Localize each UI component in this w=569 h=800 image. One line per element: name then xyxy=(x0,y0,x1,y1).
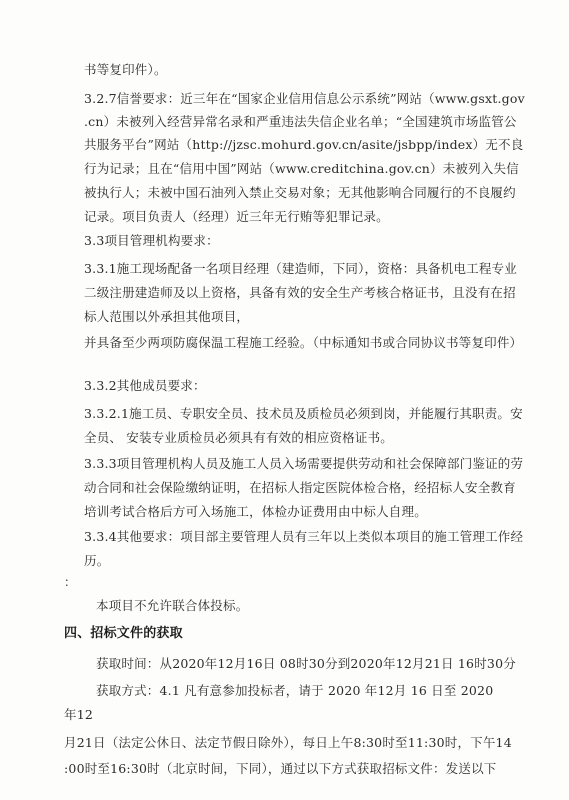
text-line: 3.3.3项目管理机构人员及施工人员入场需要提供劳动和社会保障部门鉴证的劳 xyxy=(84,456,524,471)
text-line: 标人范围以外承担其他项目， xyxy=(84,309,250,324)
section-heading: 3.3项目管理机构要求： xyxy=(84,233,219,248)
text-line: 并具备至少两项防腐保温工程施工经验。（中标通知书或合同协议书等复印件） xyxy=(84,335,523,350)
section-title: 四、招标文件的获取 xyxy=(64,626,183,641)
text-line: 3.2.7信誉要求：近三年在“国家企业信用信息公示系统”网站（www.gsxt.gov xyxy=(84,91,525,106)
stray-colon: ： xyxy=(64,575,77,589)
text-line: 3.3.2.1施工员、专职安全员、技术员及质检员必须到岗，并能履行其职责。安 xyxy=(84,406,523,421)
text-line: 历。 xyxy=(84,553,110,568)
text-line: 动合同和社会保险缴纳证明，在招标人指定医院体检合格，经招标人安全教育 xyxy=(84,480,516,495)
text-line: 本项目不允许联合体投标。 xyxy=(96,598,249,613)
text-line: 获取方式：4.1 凡有意参加投标者，请于 2020 年12月 16 日至 2020 xyxy=(96,683,494,698)
text-line: 书等复印件）。 xyxy=(84,62,167,77)
text-line: 全员、 安装专业质检员必须具有有效的相应资格证书。 xyxy=(84,430,393,445)
text-line: 获取时间：从2020年12月16日 08时30分到2020年12月21日 16时30分 xyxy=(96,656,516,671)
text-line: 记录。项目负责人（经理）近三年无行贿等犯罪记录。 xyxy=(84,209,389,224)
text-line: 二级注册建造师及以上资格，具备有效的安全生产考核合格证书，且没有在招 xyxy=(84,285,516,300)
text-line: 培训考试合格后方可入场施工，体检办证费用由中标人自理。 xyxy=(84,504,427,519)
section-heading: 3.3.2其他成员要求： xyxy=(84,378,206,393)
text-line: 共服务平台”网站（http://jzsc.mohurd.gov.cn/asite/jsbpp/index）无不良 xyxy=(84,137,524,152)
text-line: 3.3.1施工现场配备一名项目经理（建造师，下同），资格：具备机电工程专业 xyxy=(84,261,517,276)
text-line: .cn）未被列入经营异常名录和严重违法失信企业名单；“全国建筑市场监管公 xyxy=(84,114,517,129)
text-line: :00时至16:30时（北京时间，下同），通过以下方式获取招标文件：发送以下 xyxy=(64,761,497,776)
text-line: 年12 xyxy=(64,707,94,722)
text-line: 月21日（法定公休日、法定节假日除外），每日上午8:30时至11:30时，下午14 xyxy=(64,735,512,750)
text-line: 3.3.4其他要求：项目部主要管理人员有三年以上类似本项目的施工管理工作经 xyxy=(84,529,524,544)
text-line: 被执行人；未被中国石油列入禁止交易对象；无其他影响合同履行的不良履约 xyxy=(84,185,516,200)
text-line: 行为记录；且在“信用中国”网站（www.creditchina.gov.cn）未被列入失信 xyxy=(84,161,519,176)
